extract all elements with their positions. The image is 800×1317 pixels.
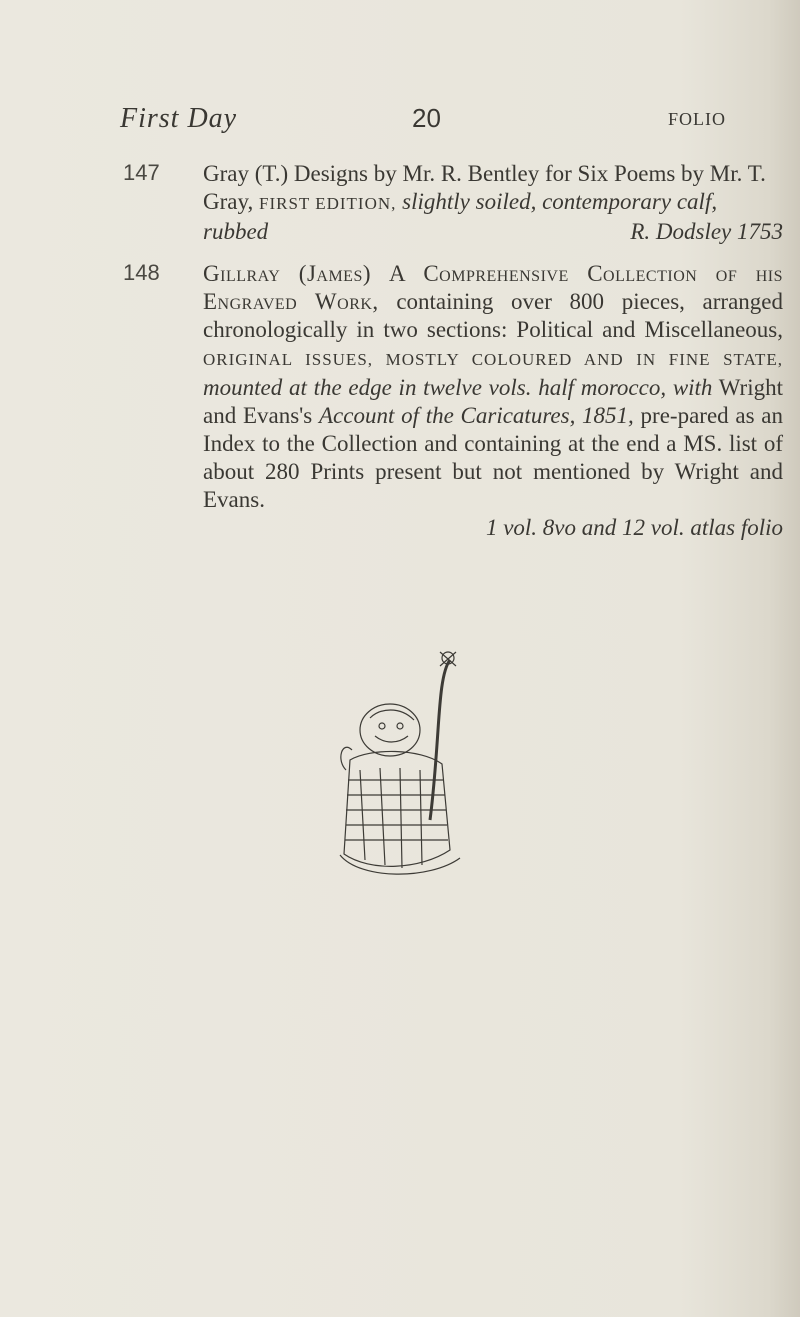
lot-publisher: R. Dodsley 1753 bbox=[630, 219, 783, 244]
lot-publisher-row bbox=[203, 218, 783, 246]
page-number: 20 bbox=[412, 103, 441, 133]
page-header bbox=[120, 103, 726, 139]
lot-title: A Comprehensive Collection of his Engraved Work, bbox=[203, 261, 784, 314]
lot-format: 1 vol. 8vo and 12 vol. atlas folio bbox=[485, 515, 783, 540]
lot-state: ORIGINAL ISSUES, MOSTLY COLOURED AND IN FINE STATE, bbox=[203, 350, 783, 369]
lot-number: 148 bbox=[123, 260, 160, 285]
lot-binding: mounted at the edge in twelve vols. half morocco, with bbox=[203, 375, 713, 400]
lot-number: 147 bbox=[123, 160, 160, 185]
engraved-vignette bbox=[330, 640, 470, 895]
lot-text: pre-pared as an Index to the Collection and containing at the end a MS. list of about 280 Prints present but not mentioned by Wright and Evans. bbox=[203, 403, 783, 512]
lot-text: Wright and Evans's bbox=[203, 375, 783, 428]
lot-author: Gillray (James) bbox=[203, 261, 372, 286]
lot-description bbox=[203, 160, 783, 246]
lot-text: containing over 800 pieces, arranged chronologically in two sections: Political and Miscellaneous, bbox=[203, 289, 783, 342]
lot-edition-line bbox=[203, 188, 783, 218]
lot-condition: slightly soiled, contemporary calf, bbox=[402, 189, 718, 214]
lot-edition: FIRST EDITION, bbox=[258, 194, 397, 213]
lot-author-surname: Gray, bbox=[203, 189, 254, 214]
lot-reference: Account of the Caricatures, 1851, bbox=[318, 403, 634, 428]
lot-title: Gray (T.) Designs by Mr. R. Bentley for Six Poems by Mr. T. bbox=[203, 161, 766, 186]
lot-description bbox=[203, 260, 783, 542]
header-day: First Day bbox=[120, 103, 238, 134]
header-format: FOLIO bbox=[668, 109, 726, 129]
lot-condition-end: rubbed bbox=[203, 219, 269, 244]
